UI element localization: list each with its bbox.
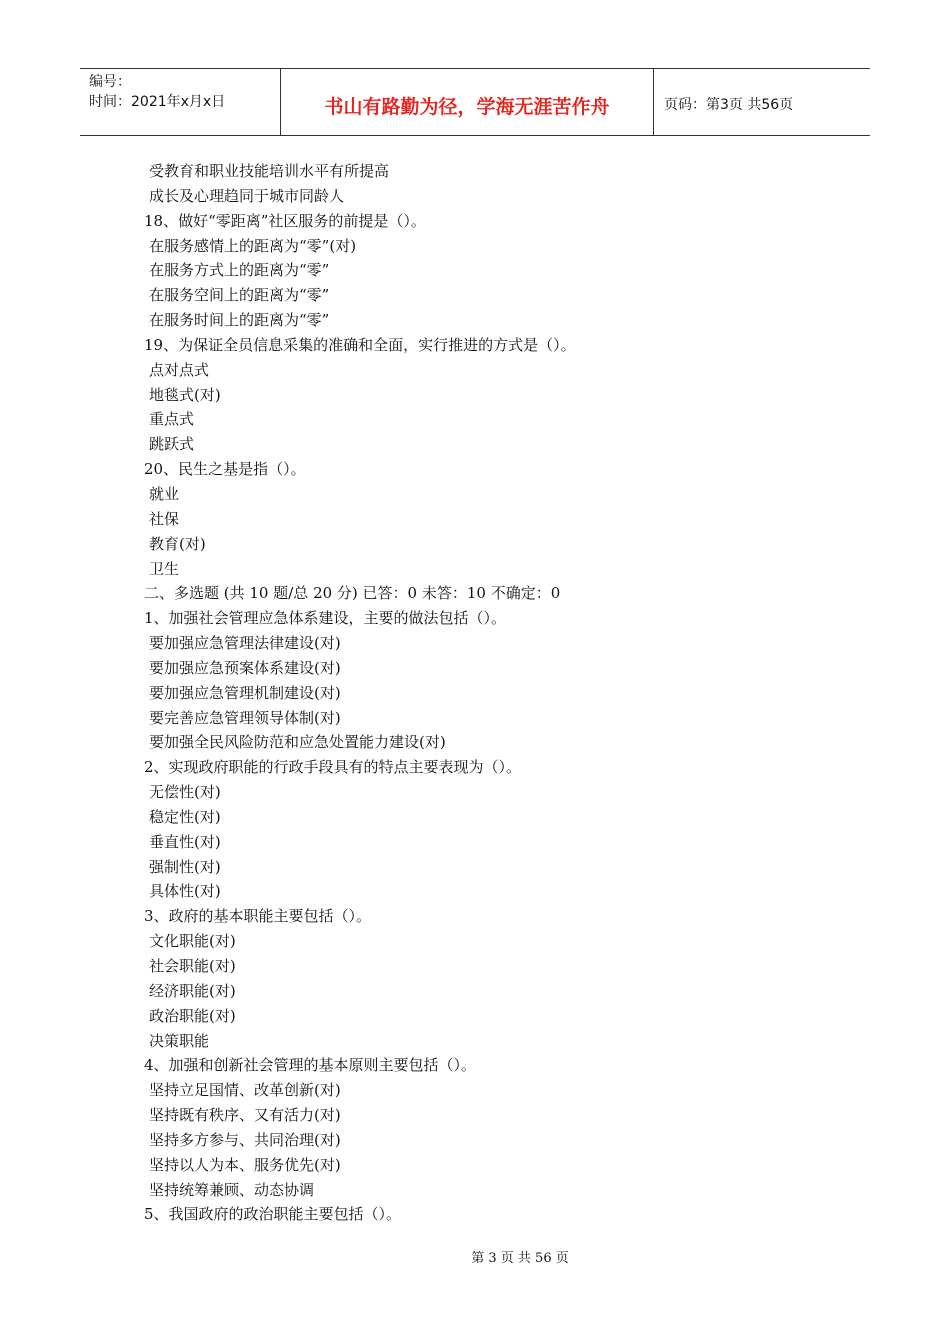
answer-option: 要加强应急管理机制建设(对) [149, 683, 341, 702]
question-line: 19、为保证全员信息采集的准确和全面，实行推进的方式是（）。 [144, 335, 576, 354]
serial-number-label: 编号： [89, 74, 131, 90]
answer-option: 无偿性(对) [149, 783, 221, 802]
answer-option: 强制性(对) [149, 857, 221, 876]
date-label: 时间：2021年x月x日 [89, 94, 226, 110]
question-line: 1、加强社会管理应急体系建设，主要的做法包括（）。 [144, 609, 507, 628]
answer-option: 在服务时间上的距离为“零” [149, 311, 330, 330]
document-body [144, 159, 864, 1227]
answer-option: 卫生 [149, 559, 180, 578]
question-line: 3、政府的基本职能主要包括（）。 [144, 907, 372, 926]
question-line: 5、我国政府的政治职能主要包括（）。 [144, 1205, 402, 1224]
answer-option: 要加强应急预案体系建设(对) [149, 658, 341, 677]
answer-option: 政治职能(对) [149, 1006, 236, 1025]
answer-option: 在服务感情上的距离为“零”(对) [149, 236, 357, 255]
answer-option: 经济职能(对) [149, 981, 236, 1000]
answer-option: 坚持既有秩序、又有活力(对) [149, 1106, 341, 1125]
answer-option: 在服务空间上的距离为“零” [149, 286, 330, 305]
answer-option: 社保 [149, 509, 180, 528]
answer-option: 地毯式(对) [149, 385, 221, 404]
answer-option: 就业 [149, 484, 180, 503]
question-line: 4、加强和创新社会管理的基本原则主要包括（）。 [144, 1056, 477, 1075]
answer-option: 点对点式 [149, 360, 210, 379]
answer-option: 在服务方式上的距离为“零” [149, 261, 330, 280]
question-line: 2、实现政府职能的行政手段具有的特点主要表现为（）。 [144, 758, 522, 777]
answer-option: 要完善应急管理领导体制(对) [149, 708, 341, 727]
answer-option: 坚持立足国情、改革创新(对) [149, 1081, 341, 1100]
answer-option: 具体性(对) [149, 882, 221, 901]
page-footer: 第 3 页 共 56 页 [471, 1251, 569, 1266]
answer-option: 垂直性(对) [149, 832, 221, 851]
answer-option: 教育(对) [149, 534, 206, 553]
page-header [80, 68, 870, 136]
answer-option: 跳跃式 [149, 435, 195, 454]
answer-option: 成长及心理趋同于城市同龄人 [149, 186, 345, 205]
header-page-number: 页码：第3页 共56页 [664, 97, 794, 113]
answer-option: 决策职能 [149, 1031, 210, 1050]
question-line: 20、民生之基是指（）。 [144, 460, 306, 479]
question-line: 18、做好“零距离”社区服务的前提是（）。 [144, 211, 426, 230]
header-motto: 书山有路勤为径，学海无涯苦作舟 [281, 69, 654, 135]
answer-option: 稳定性(对) [149, 807, 221, 826]
answer-option: 坚持统筹兼顾、动态协调 [149, 1180, 315, 1199]
answer-option: 要加强全民风险防范和应急处置能力建设(对) [149, 733, 446, 752]
question-line: 二、多选题 (共 10 题/总 20 分) 已答：0 未答：10 不确定：0 [144, 584, 561, 603]
answer-option: 要加强应急管理法律建设(对) [149, 634, 341, 653]
answer-option: 坚持以人为本、服务优先(对) [149, 1155, 341, 1174]
answer-option: 重点式 [149, 410, 195, 429]
answer-option: 坚持多方参与、共同治理(对) [149, 1130, 341, 1149]
answer-option: 社会职能(对) [149, 957, 236, 975]
header-meta [80, 69, 281, 135]
answer-option: 受教育和职业技能培训水平有所提高 [149, 162, 390, 180]
answer-option: 文化职能(对) [149, 932, 236, 951]
